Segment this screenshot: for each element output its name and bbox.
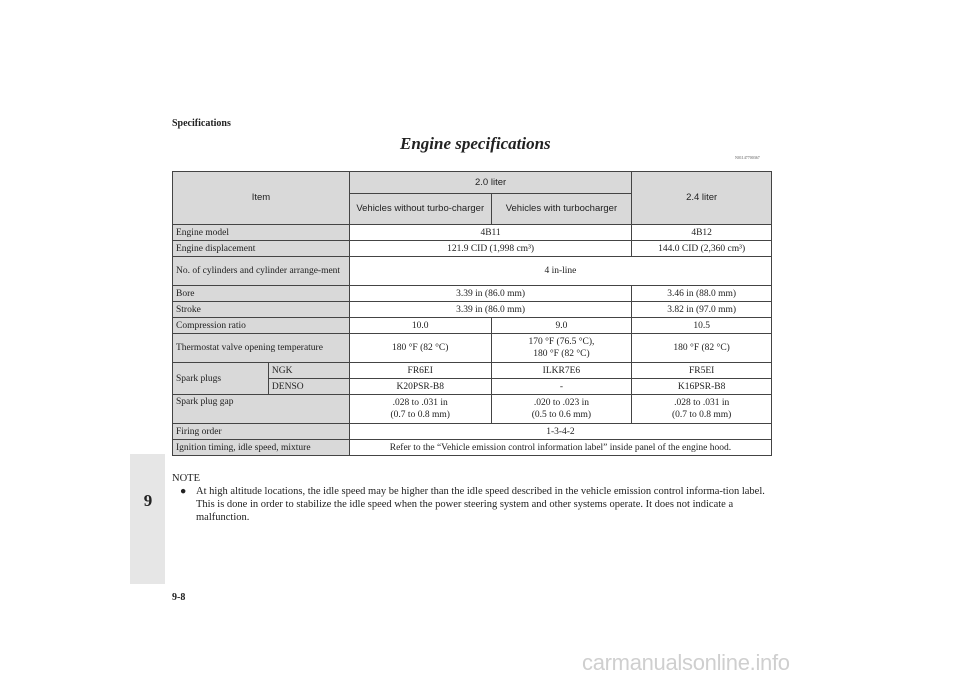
row-label: Thermostat valve opening temperature [173,334,350,363]
cell-value: 3.82 in (97.0 mm) [632,302,772,318]
cell-value: 10.0 [349,318,491,334]
header-item: Item [173,172,350,225]
row-label: Stroke [173,302,350,318]
cell-value: 3.39 in (86.0 mm) [349,286,631,302]
cell-value [491,334,632,363]
header-without-turbo: Vehicles without turbo-charger [349,194,491,225]
table-row [173,363,772,379]
row-label: Spark plugs [173,363,269,395]
cell-line: .028 to .031 in [674,398,730,408]
cell-value: K20PSR-B8 [349,379,491,395]
cell-value: FR5EI [632,363,772,379]
table-row [173,334,772,363]
table-row [173,286,772,302]
cell-value [632,395,772,424]
cell-line: .020 to .023 in [533,398,589,408]
header-with-turbo: Vehicles with turbocharger [491,194,632,225]
cell-value: 180 °F (82 °C) [632,334,772,363]
document-code: N01147700367 [735,155,760,160]
cell-value: 144.0 CID (2,360 cm³) [632,241,772,257]
cell-value: - [491,379,632,395]
chapter-tab [130,454,165,584]
cell-value [491,395,632,424]
header-2-0-liter: 2.0 liter [349,172,631,194]
header-2-4-liter: 2.4 liter [632,172,772,225]
page-title: Engine specifications [400,134,551,153]
cell-value: 3.39 in (86.0 mm) [349,302,631,318]
cell-line: .028 to .031 in [392,398,448,408]
cell-value: 4B12 [632,225,772,241]
table-row [173,440,772,456]
table-row [173,257,772,286]
row-label: Spark plug gap [173,395,350,424]
cell-value: 180 °F (82 °C) [349,334,491,363]
cell-value: 4B11 [349,225,631,241]
cell-line: (0.5 to 0.6 mm) [531,410,592,420]
table-row [173,225,772,241]
engine-spec-table [172,171,772,456]
cell-value: FR6EI [349,363,491,379]
table-row [173,424,772,440]
note-heading: NOTE [172,473,200,484]
chapter-tab-number: 9 [143,491,153,510]
cell-value: 10.5 [632,318,772,334]
cell-value: K16PSR-B8 [632,379,772,395]
cell-line: (0.7 to 0.8 mm) [390,410,450,420]
row-label: Firing order [173,424,350,440]
row-label: Bore [173,286,350,302]
cell-value: 4 in-line [349,257,771,286]
cell-value: 121.9 CID (1,998 cm³) [349,241,631,257]
cell-value: Refer to the “Vehicle emission control information label” inside panel of the engine hood. [349,440,771,456]
table-row [173,395,772,424]
section-title: Specifications [172,118,231,129]
watermark: carmanualsonline.info [582,650,790,675]
row-sublabel: DENSO [268,379,349,395]
cell-value: 1-3-4-2 [349,424,771,440]
row-label: Engine displacement [173,241,350,257]
table-row [173,302,772,318]
cell-line: (0.7 to 0.8 mm) [671,410,732,420]
page-number: 9-8 [172,592,186,603]
table-row [173,318,772,334]
cell-value: 3.46 in (88.0 mm) [632,286,772,302]
row-label: Compression ratio [173,318,350,334]
row-sublabel: NGK [268,363,349,379]
cell-value: 9.0 [491,318,632,334]
cell-line: 180 °F (82 °C) [533,349,590,359]
note-body [180,485,772,524]
note-text: At high altitude locations, the idle speed may be higher than the idle speed described in the vehicle emission control informa-tion label. This is done in order to stabilize the idle speed when the power steering system and other systems operate. It does not indicate a malfunction. [196,486,765,523]
cell-line: 170 °F (76.5 °C), [528,337,595,347]
table-header-row [173,172,772,194]
cell-value: ILKR7E6 [491,363,632,379]
cell-value [349,395,491,424]
row-label: Ignition timing, idle speed, mixture [173,440,350,456]
table-row [173,241,772,257]
bullet-icon: ● [180,486,187,497]
row-label: Engine model [173,225,350,241]
row-label: No. of cylinders and cylinder arrange-ment [173,257,350,286]
